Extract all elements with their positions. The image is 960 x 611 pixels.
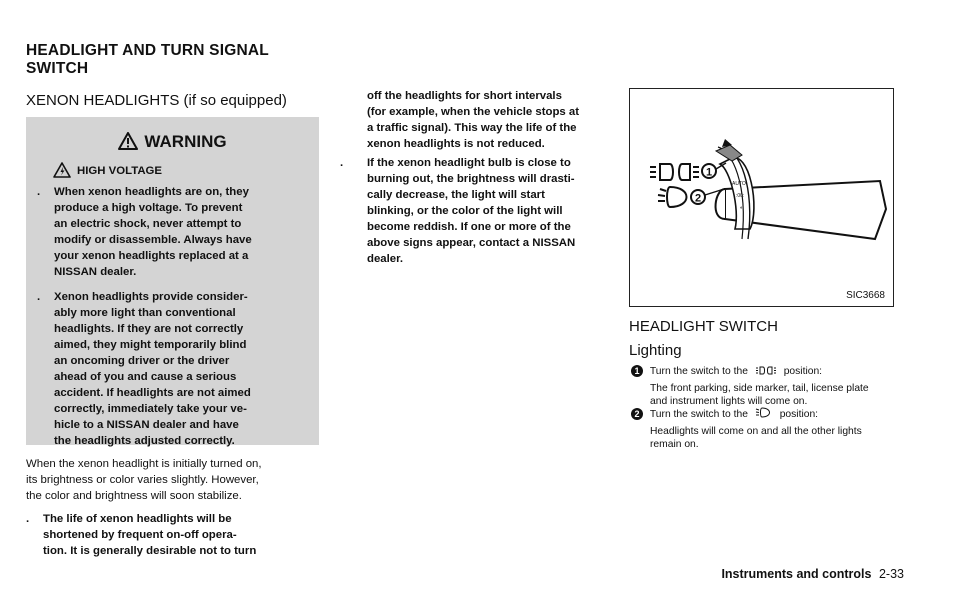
figure-label: SIC3668 xyxy=(846,290,885,301)
lighting-subtitle: Lighting xyxy=(629,342,682,359)
page-title: HEADLIGHT AND TURN SIGNAL SWITCH xyxy=(26,42,269,77)
warning-triangle-icon xyxy=(118,132,138,150)
step-number-2: 2 xyxy=(631,408,643,420)
xenon-section-title: XENON HEADLIGHTS (if so equipped) xyxy=(26,92,287,109)
xenon-life-continued: off the headlights for short intervals (for example, when the vehicle stops at a traffic signal). This way the life of the xenon headlights is not reduced. xyxy=(367,90,580,150)
svg-text::00:: :00: xyxy=(736,193,745,199)
headlight-switch-figure xyxy=(629,88,894,307)
headlight-switch-title: HEADLIGHT SWITCH xyxy=(629,318,778,335)
xenon-paragraph: When the xenon headlight is initially turned on, its brightness or color varies slightly. However, the color and brightness will soon stabilize. xyxy=(26,458,262,502)
callout-1: 1 xyxy=(705,166,713,179)
svg-text:AUTO: AUTO xyxy=(732,181,746,187)
high-voltage-heading: HIGH VOLTAGE xyxy=(53,164,162,178)
page-number: 2-33 xyxy=(878,567,904,581)
headlight-switch-illustration xyxy=(630,89,893,306)
headlight-symbol xyxy=(658,187,687,207)
warning-bullet-1: . When xenon headlights are on, they produce a high voltage. To prevent an electric shock, never attempt to modify or disassemble. Always have your xenon headlights replaced at a NISSAN dealer. xyxy=(37,186,252,278)
high-voltage-icon xyxy=(53,162,71,178)
page-footer xyxy=(721,567,904,581)
warning-bullet-2: . Xenon headlights provide consider- ably more light than conventional headlights. If they are not correctly aimed, they might temporarily blind an oncoming driver or the driver ahead of you and cause a serious accident. If headlights are not aimed correctly, immediately take your ve- hicle to a NISSAN dealer and have the headlights adjusted correctly. xyxy=(37,291,251,447)
callout-2: 2 xyxy=(694,192,702,205)
lighting-item-2: 2 Turn the switch to the position: Headlights will come on and all the other lights remain on. xyxy=(631,407,921,452)
warning-box xyxy=(26,117,319,445)
parking-light-icon xyxy=(755,366,777,375)
xenon-burnout-bullet: . If the xenon headlight bulb is close to burning out, the brightness will drasti- cally decrease, the light will start blinking, or the color of the light will become reddish. If one or more of the above signs appear, contact a NISSAN dealer. xyxy=(340,157,576,265)
headlight-icon xyxy=(755,407,773,418)
warning-heading: WARNING xyxy=(26,131,319,153)
parking-light-symbol xyxy=(650,164,699,180)
xenon-life-bullet: . The life of xenon headlights will be shortened by frequent on-off opera- tion. It is generally desirable not to turn xyxy=(26,513,257,557)
footer-section: Instruments and controls xyxy=(721,567,872,581)
svg-text:◐: ◐ xyxy=(740,205,744,211)
step-number-1: 1 xyxy=(631,365,643,377)
lighting-item-1: 1 Turn the switch to the position: The front parking, side marker, tail, license plate and instrument lights will come on. xyxy=(631,365,921,409)
